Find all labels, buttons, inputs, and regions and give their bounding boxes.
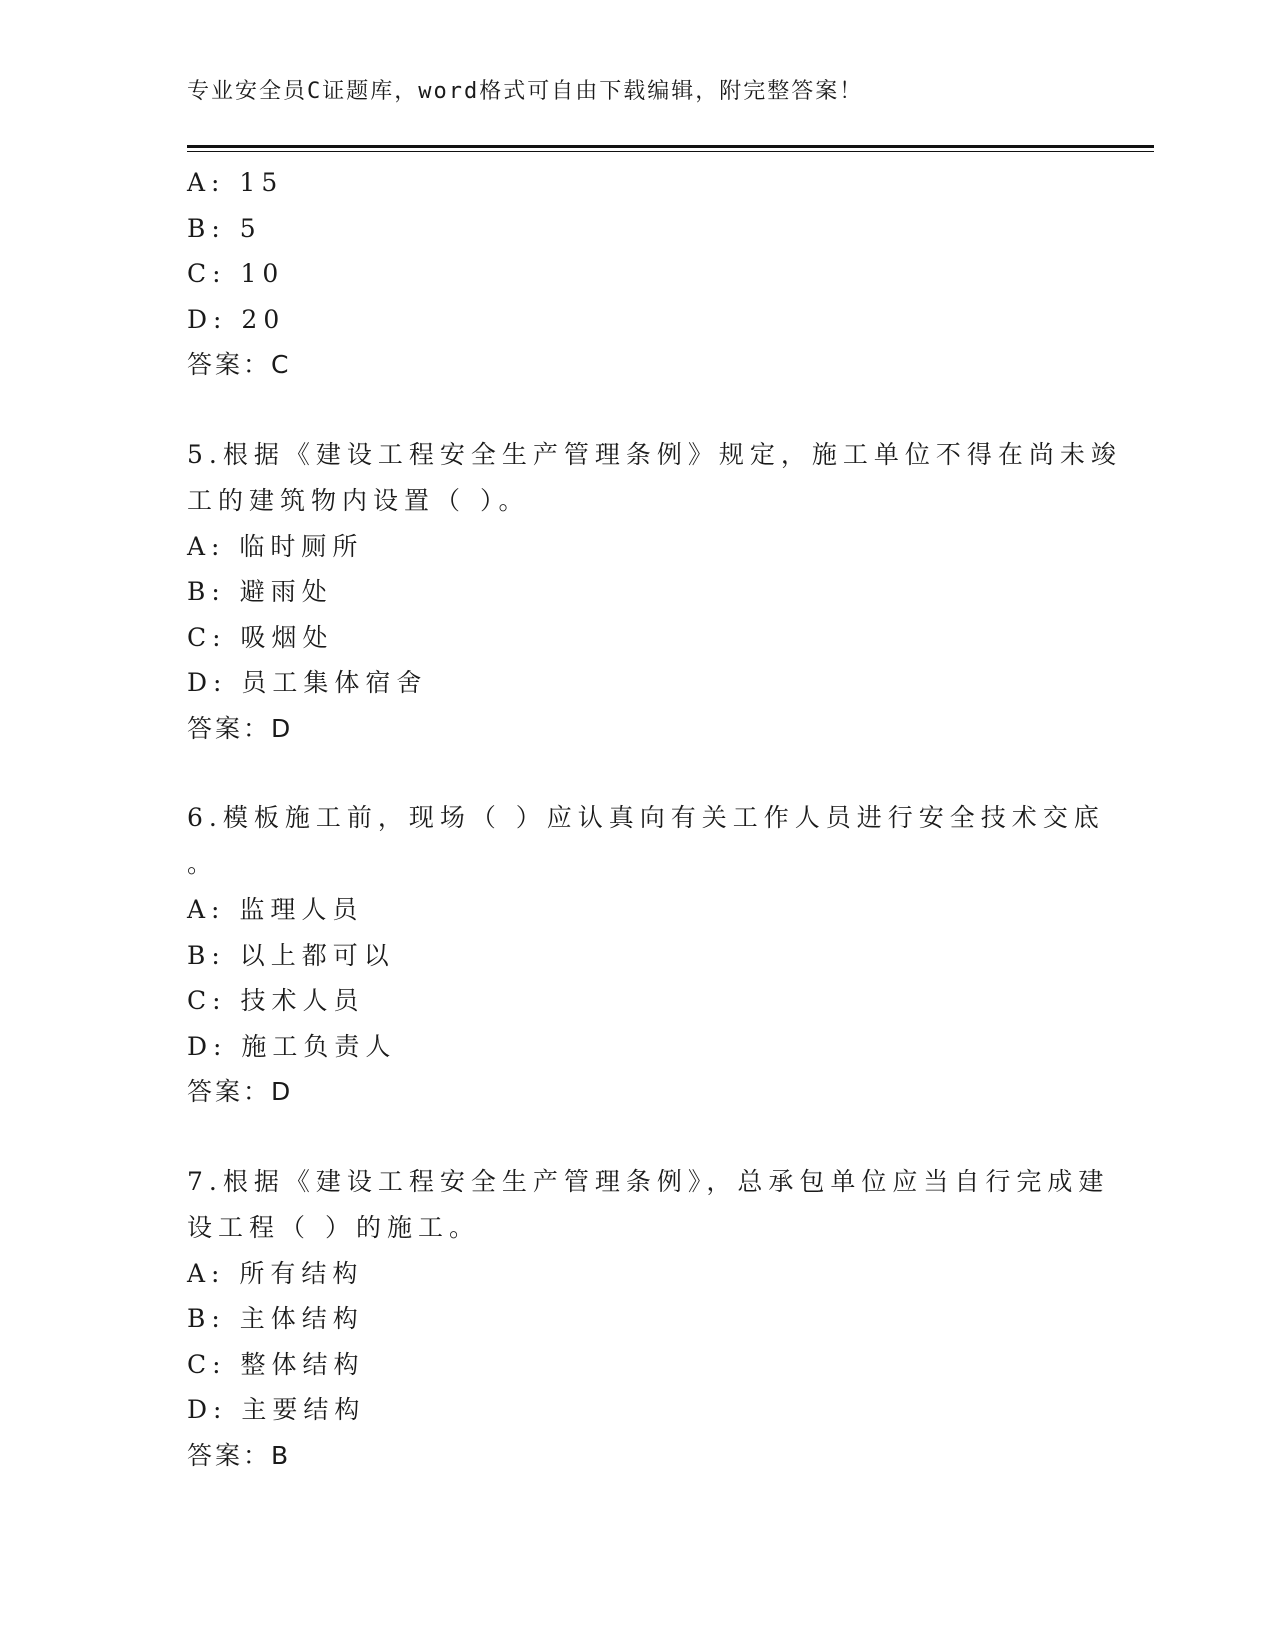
question-stem-line: 工的建筑物内设置（ ）。 — [187, 485, 530, 515]
option-d: D: 施工负责人 — [187, 1031, 397, 1061]
question-stem-line: 设工程（ ）的施工。 — [187, 1212, 480, 1242]
option-d: D: 主要结构 — [187, 1395, 366, 1424]
option-a: A: 所有结构 — [187, 1258, 364, 1288]
page-header: 专业安全员C证题库，word格式可自由下载编辑，附完整答案！ — [187, 79, 864, 104]
answer: 答案：D — [187, 713, 294, 743]
question-7 — [187, 1159, 1110, 1479]
option-d: D: 员工集体宿舍 — [187, 668, 428, 697]
question-stem-line: 6.模板施工前，现场（ ）应认真向有关工作人员进行安全技术交底 — [187, 803, 1105, 832]
option-c: C: 吸烟处 — [187, 622, 334, 652]
answer: 答案：C — [187, 350, 292, 379]
option-c: C: 整体结构 — [187, 1349, 365, 1379]
option-b: B: 避雨处 — [187, 577, 333, 606]
question-stem-line: 5.根据《建设工程安全生产管理条例》规定，施工单位不得在尚未竣 — [187, 439, 1122, 469]
option-d: D: 20 — [187, 304, 286, 334]
option-c: C: 技术人员 — [187, 986, 365, 1015]
answer: 答案：B — [187, 1440, 292, 1470]
header-rule-thin — [187, 151, 1154, 152]
question-stem-line: 。 — [187, 849, 219, 878]
option-b: B: 5 — [187, 213, 262, 243]
header-rule-thick — [187, 145, 1154, 148]
answer: 答案：D — [187, 1077, 294, 1106]
option-a: A: 监理人员 — [187, 895, 364, 924]
option-a: A: 15 — [187, 168, 284, 197]
question-5 — [187, 432, 1122, 752]
option-b: B: 以上都可以 — [187, 940, 395, 970]
question-list — [187, 160, 1122, 1478]
question-6 — [187, 795, 1105, 1115]
question-stem-line: 7.根据《建设工程安全生产管理条例》，总承包单位应当自行完成建 — [187, 1166, 1110, 1196]
option-c: C: 10 — [187, 259, 285, 288]
option-a: A: 临时厕所 — [187, 531, 364, 561]
option-b: B: 主体结构 — [187, 1304, 364, 1333]
question-4 — [187, 160, 1087, 388]
